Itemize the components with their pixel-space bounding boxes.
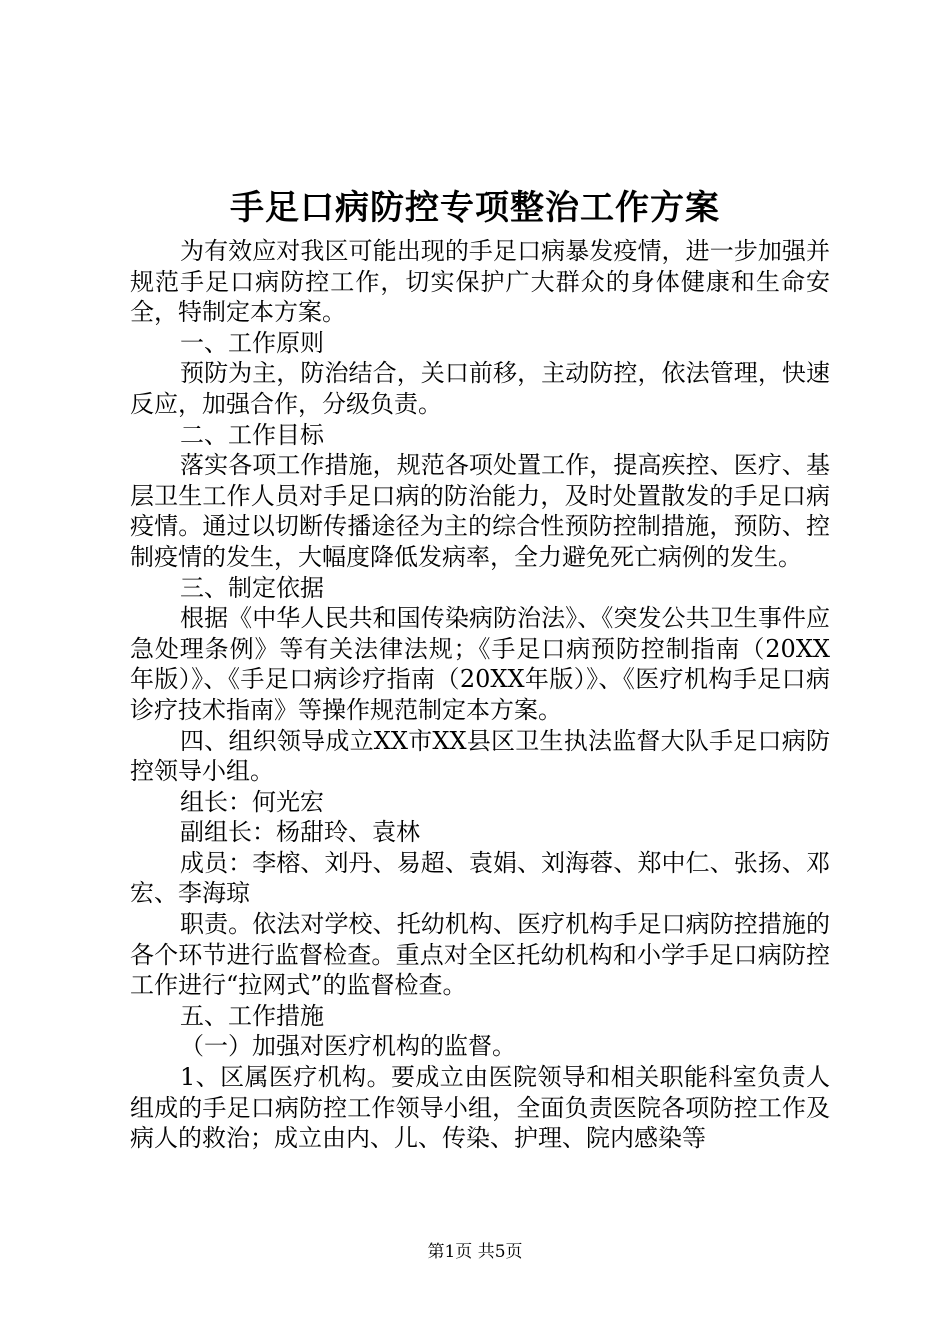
section-heading-measures: 五、工作措施 [180, 1001, 324, 1030]
paragraph-intro: 为有效应对我区可能出现的手足口病暴发疫情，进一步加强并规范手足口病防控工作，切实保护广大群众的身体健康和生命安全，特制定本方案。 [130, 237, 830, 327]
paragraph-deputy-leader: 副组长：杨甜玲、袁林 [180, 818, 420, 847]
paragraph-goals: 落实各项工作措施，规范各项处置工作，提高疾控、医疗、基层卫生工作人员对手足口病的防治能力，及时处置散发的手足口病疫情。通过以切断传播途径为主的综合性预防控制措施，预防、控制疫情的发生，大幅度降低发病率，全力避免死亡病例的发生。 [130, 451, 830, 571]
paragraph-leader: 组长：何光宏 [180, 787, 324, 816]
paragraph-members: 成员：李榕、刘丹、易超、袁娟、刘海蓉、郑中仁、张扬、邓宏、李海琼 [130, 848, 830, 908]
paragraph-district-medical: 1、区属医疗机构。要成立由医院领导和相关职能科室负责人组成的手足口病防控工作领导小组，全面负责医院各项防控工作及病人的救治；成立由内、儿、传染、护理、院内感染等 [130, 1063, 830, 1153]
document-body [130, 236, 830, 1154]
section-heading-basis: 三、制定依据 [180, 573, 324, 602]
subsection-heading-medical: （一）加强对医疗机构的监督。 [180, 1032, 516, 1061]
paragraph-basis: 根据《中华人民共和国传染病防治法》、《突发公共卫生事件应急处理条例》等有关法律法规；《手足口病预防控制指南（20XX年版）》、《手足口病诊疗指南（20XX年版）》、《医疗机构手足口病诊疗技术指南》等操作规范制定本方案。 [130, 604, 830, 724]
document-title: 手足口病防控专项整治工作方案 [230, 188, 720, 228]
paragraph-principles: 预防为主，防治结合，关口前移，主动防控，依法管理，快速反应，加强合作，分级负责。 [130, 359, 830, 418]
section-heading-organization: 四、组织领导成立XX市XX县区卫生执法监督大队手足口病防控领导小组。 [130, 726, 830, 786]
section-heading-principles: 一、工作原则 [180, 328, 324, 357]
page-number-footer: 第1页 共5页 [427, 1242, 523, 1262]
section-heading-goals: 二、工作目标 [180, 420, 324, 449]
paragraph-duties: 职责。依法对学校、托幼机构、医疗机构手足口病防控措施的各个环节进行监督检查。重点对全区托幼机构和小学手足口病防控工作进行“拉网式”的监督检查。 [130, 910, 830, 1000]
